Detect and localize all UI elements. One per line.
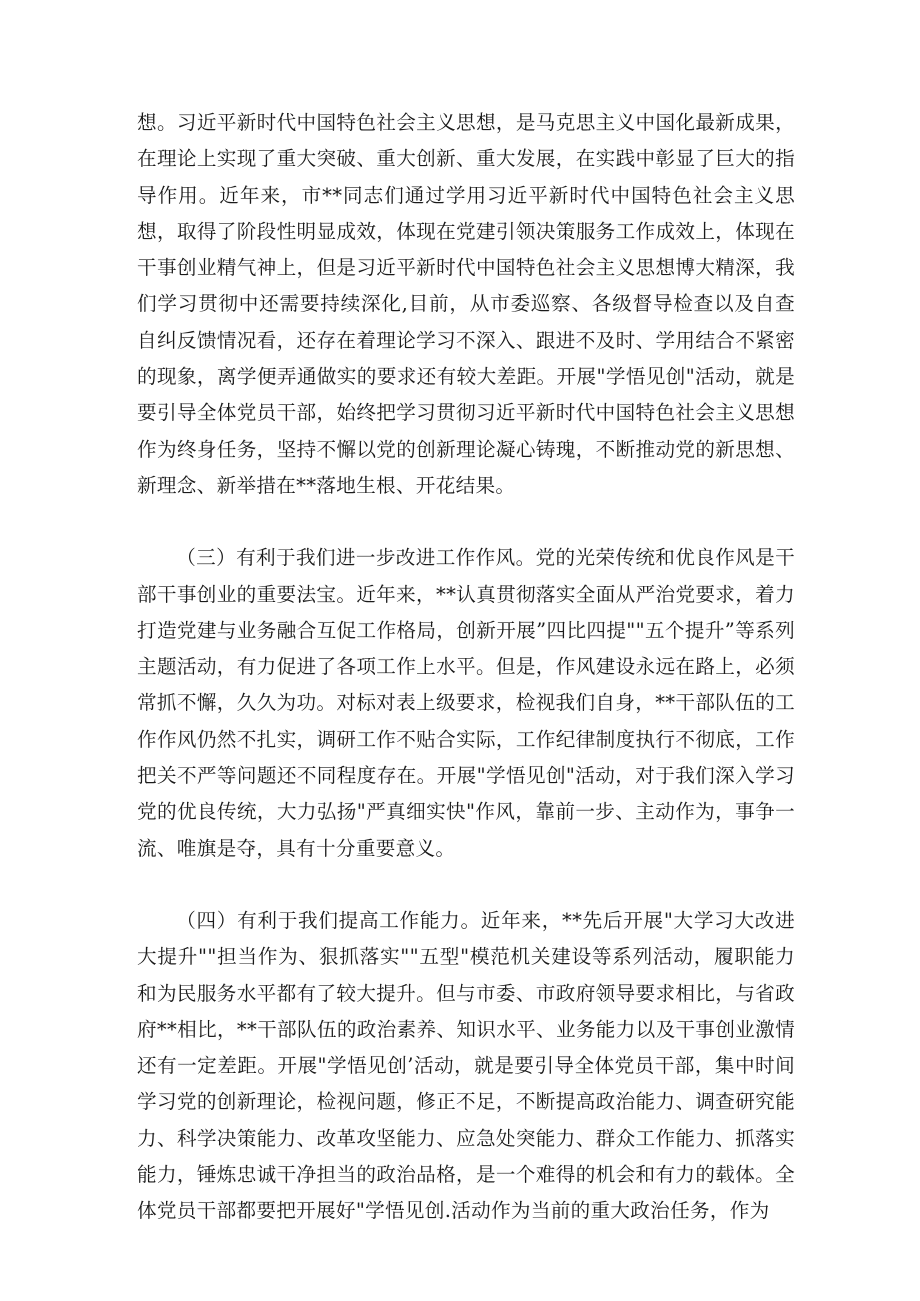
document-body <box>137 105 795 1230</box>
paragraph-section-three: （三）有利于我们进一步改进工作作风。党的光荣传统和优良作风是干部干事创业的重要法宝。近年来，**认真贯彻落实全面从严治党要求，着力打造党建与业务融合互促工作格局，创新开展”四比四提""五个提升”等系列主题活动，有力促进了各项工作上水平。但是，作风建设永远在路上，必须常抓不懈，久久为功。对标对表上级要求，检视我们自身，**干部队伍的工作作风仍然不扎实，调研工作不贴合实际，工作纪律制度执行不彻底，工作把关不严等问题还不同程度存在。开展"学悟见创"活动，对于我们深入学习党的优良传统，大力弘扬"严真细实快"作风，靠前一步、主动作为，事争一流、唯旗是夺，具有十分重要意义。 <box>137 546 795 860</box>
paragraph-continuation: 想。习近平新时代中国特色社会主义思想，是马克思主义中国化最新成果，在理论上实现了重大突破、重大创新、重大发展，在实践中彰显了巨大的指导作用。近年来，市**同志们通过学用习近平新时代中国特色社会主义思想，取得了阶段性明显成效，体现在党建引领决策服务工作成效上，体现在干事创业精气神上，但是习近平新时代中国特色社会主义思想博大精深，我们学习贯彻中还需要持续深化,目前，从市委巡察、各级督导检查以及自查自纠反馈情况看，还存在着理论学习不深入、跟进不及时、学用结合不紧密的现象，离学便弄通做实的要求还有较大差距。开展"学悟见创"活动，就是要引导全体党员干部，始终把学习贯彻习近平新时代中国特色社会主义思想作为终身任务，坚持不懈以党的创新理论凝心铸瑰，不断推动党的新思想、新理念、新举措在**落地生根、开花结果。 <box>137 111 795 497</box>
paragraph-section-four: （四）有利于我们提高工作能力。近年来，**先后开展"大学习大改进大提升""担当作为、狠抓落实""五型"模范机关建设等系列活动，履职能力和为民服务水平都有了较大提升。但与市委、市政府领导要求相比，与省政府**相比，**干部队伍的政治素养、知识水平、业务能力以及干事创业激情还有一定差距。开展"学悟见创’活动，就是要引导全体党员干部，集中时间学习党的创新理论，检视问题，修正不足，不断提高政治能力、调查研究能力、科学决策能力、改革攻坚能力、应急处突能力、群众工作能力、抓落实能力，锤炼忠诚干净担当的政治品格，是一个难得的机会和有力的载体。全体党员干部都要把开展好"学悟见创.活动作为当前的重大政治任务，作为 <box>137 908 795 1223</box>
